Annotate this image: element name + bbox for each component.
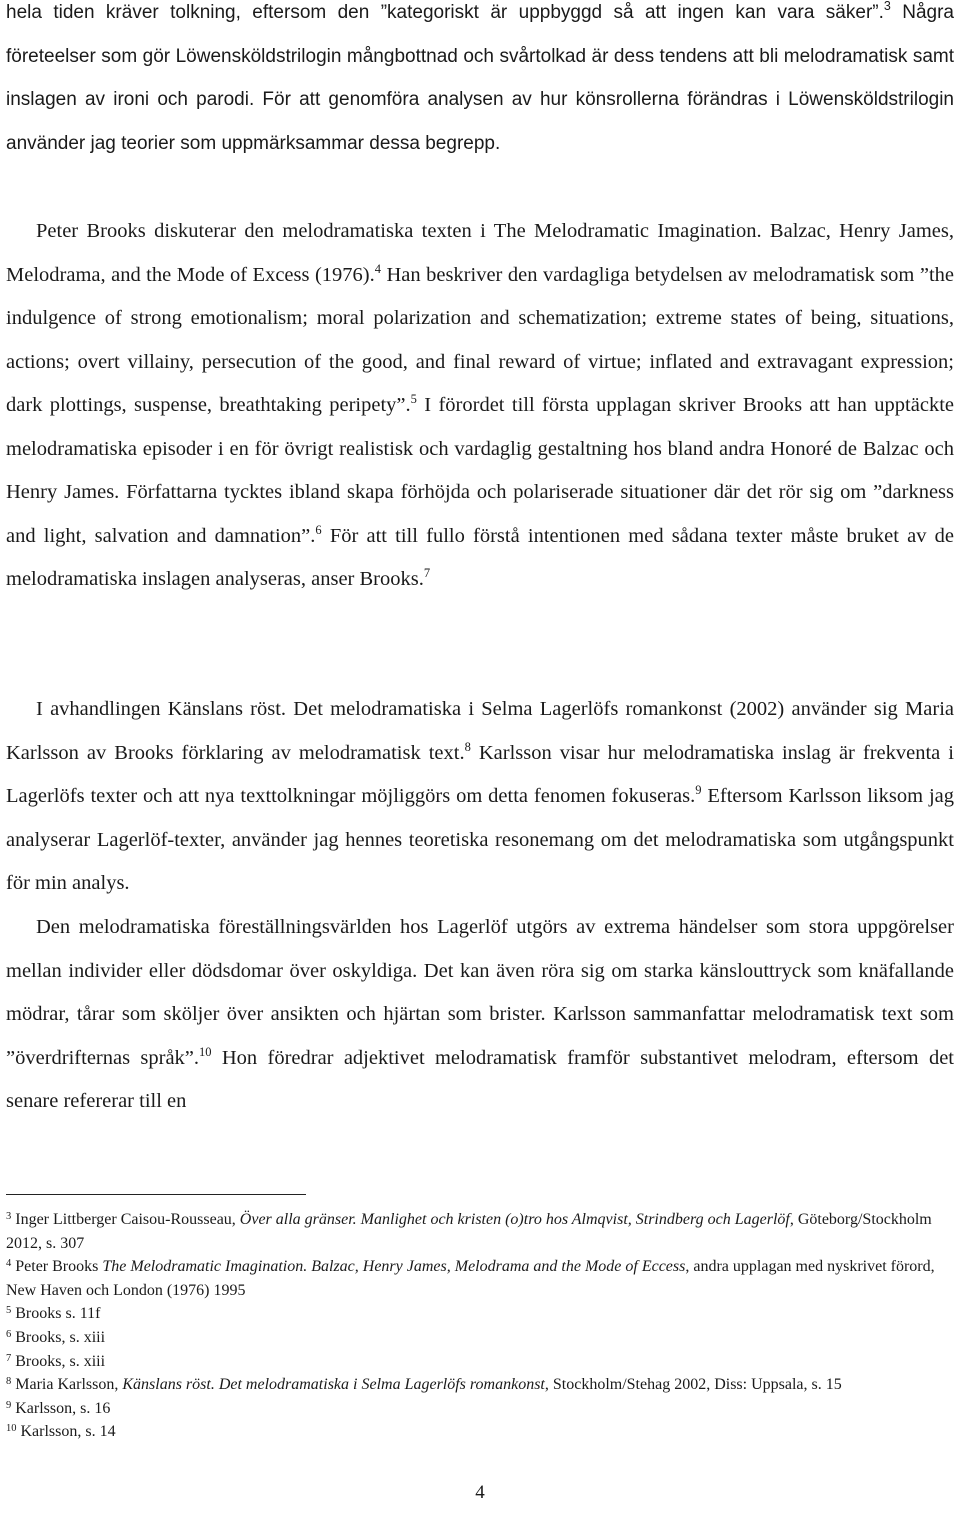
- footnote-title: The Melodramatic Imagination. Balzac, Henry James, Melodrama and the Mode of Eccess: [102, 1258, 686, 1276]
- footnote-title: Känslans röst. Det melodramatiska i Selma Lagerlöfs romankonst: [122, 1376, 545, 1394]
- footnote-text: Brooks, s. xiii: [11, 1328, 106, 1346]
- footnote-10: [6, 1420, 954, 1444]
- paragraph-1: [6, 0, 954, 165]
- footnote-4: [6, 1255, 954, 1302]
- footnote-text: Brooks, s. xiii: [11, 1352, 106, 1370]
- footnote-ref-8: 8: [464, 739, 471, 754]
- footnote-text: , Göteborg/Stockholm 2012, s. 307: [6, 1211, 932, 1252]
- footnote-text: Inger Littberger Caisou-Rousseau,: [11, 1211, 240, 1228]
- footnote-number: 3: [6, 1211, 12, 1222]
- footnote-7: [6, 1350, 954, 1374]
- page-number: 4: [475, 1482, 485, 1503]
- paragraph-2-text-d: För att till fullo förstå intentionen med sådana texter måste bruket av de melodramatiska inslagen analyseras, anser Brooks.: [6, 524, 954, 590]
- footnote-ref-4: 4: [374, 261, 381, 276]
- footnote-number: 7: [6, 1352, 12, 1364]
- footnote-text: Brooks s. 11f: [11, 1305, 101, 1323]
- paragraph-2-text-a: Peter Brooks diskuterar den melodramatiska texten i The Melodramatic Imagination. Balzac, Henry James, Melodrama, and the Mode of Excess (1976).: [6, 220, 954, 286]
- footnote-text: Maria Karlsson,: [11, 1376, 123, 1394]
- footnote-number: 4: [6, 1258, 12, 1270]
- footnote-number: 9: [6, 1399, 12, 1411]
- footnote-9: [6, 1397, 954, 1421]
- footnote-ref-10: 10: [199, 1044, 212, 1059]
- footnote-text: Karlsson, s. 16: [11, 1399, 111, 1417]
- footnote-text: Peter Brooks: [11, 1258, 103, 1276]
- footnote-3: [6, 1208, 954, 1255]
- footnote-ref-3: 3: [883, 0, 891, 13]
- paragraph-4: [6, 906, 954, 1124]
- paragraph-3: [6, 688, 954, 906]
- footnote-ref-9: 9: [695, 783, 702, 797]
- footnote-title: Över alla gränser. Manlighet och kristen (o)tro hos Almqvist, Strindberg och Lagerlöf: [239, 1211, 790, 1228]
- footnote-text: Karlsson, s. 14: [16, 1423, 116, 1441]
- paragraph-1-text-a: hela tiden kräver tolkning, eftersom den ”kategoriskt är uppbyggd så att ingen kan vara säker”.: [6, 2, 884, 23]
- paragraph-4-text-b: Hon föredrar adjektivet melodramatisk framför substantivet melodram, eftersom det senare refererar till en: [6, 1046, 954, 1112]
- paragraph-2-text-b: Han beskriver den vardagliga betydelsen av melodramatisk som ”the indulgence of strong emotionalism; moral polarization and schematization; extreme states of being, situations, actions; overt villainy, persecution of the good, and final reward of virtue; inflated and extravagant expression; dark plottings, suspense, breathtaking peripety”.: [6, 263, 955, 416]
- footnote-5: [6, 1302, 954, 1326]
- paragraph-2: [6, 210, 954, 602]
- footnote-number: 6: [6, 1328, 12, 1340]
- footnote-number: 8: [6, 1376, 12, 1388]
- footnote-ref-5: 5: [410, 392, 417, 406]
- footnote-6: [6, 1326, 954, 1350]
- paragraph-1-text-b: Några företeelser som gör Löwensköldstrilogin mångbottnad och svårtolkad är dess tendens att bli melodramatisk samt inslagen av ironi och parodi. För att genomföra analysen av hur könsrollerna förändras i Löwensköldstrilogin använder jag teorier som uppmärksammar dessa begrepp.: [6, 2, 954, 154]
- paragraph-3-text-b: Karlsson visar hur melodramatiska inslag är frekventa i Lagerlöfs texter och att nya texttolkningar möjliggörs om detta fenomen fokuseras.: [6, 741, 954, 807]
- paragraph-3-text-c: Eftersom Karlsson liksom jag analyserar Lagerlöf-texter, använder jag hennes teoretiska resonemang om det melodramatiska som utgångspunkt för min analys.: [6, 785, 954, 894]
- footnote-separator: [6, 1194, 306, 1195]
- footnote-ref-6: 6: [315, 522, 322, 537]
- footnote-text: , andra upplagan med nyskrivet förord, New Haven och London (1976) 1995: [6, 1258, 935, 1299]
- paragraph-2-text-c: I förordet till första upplagan skriver Brooks att han upptäckte melodramatiska episoder i en för övrigt realistisk och vardaglig gestaltning hos bland andra Honoré de Balzac och Henry James. Författarna tycktes ibland skapa förhöjda och polariserade situationer där det rör sig om ”darkness and light, salvation and damnation”.: [6, 394, 954, 547]
- paragraph-4-text-a: Den melodramatiska föreställningsvärlden hos Lagerlöf utgörs av extrema händelser som stora uppgörelser mellan individer eller dödsdomar över oskyldiga. Det kan även röra sig om starka känslouttryck som knäfallande mödrar, tårar som sköljer över ansikten och hjärtan som brister. Karlsson sammanfattar melodramatisk text som ”överdrifternas språk”.: [6, 916, 954, 1069]
- footnote-8: [6, 1373, 954, 1397]
- footnote-text: , Stockholm/Stehag 2002, Diss: Uppsala, s. 15: [544, 1376, 842, 1394]
- paragraph-3-text-a: I avhandlingen Känslans röst. Det melodramatiska i Selma Lagerlöfs romankonst (2002) använder sig Maria Karlsson av Brooks förklaring av melodramatisk text.: [6, 698, 954, 764]
- footnotes: [6, 1208, 954, 1444]
- footnote-number: 10: [6, 1423, 17, 1435]
- footnote-number: 5: [6, 1305, 12, 1317]
- footnote-ref-7: 7: [423, 566, 431, 580]
